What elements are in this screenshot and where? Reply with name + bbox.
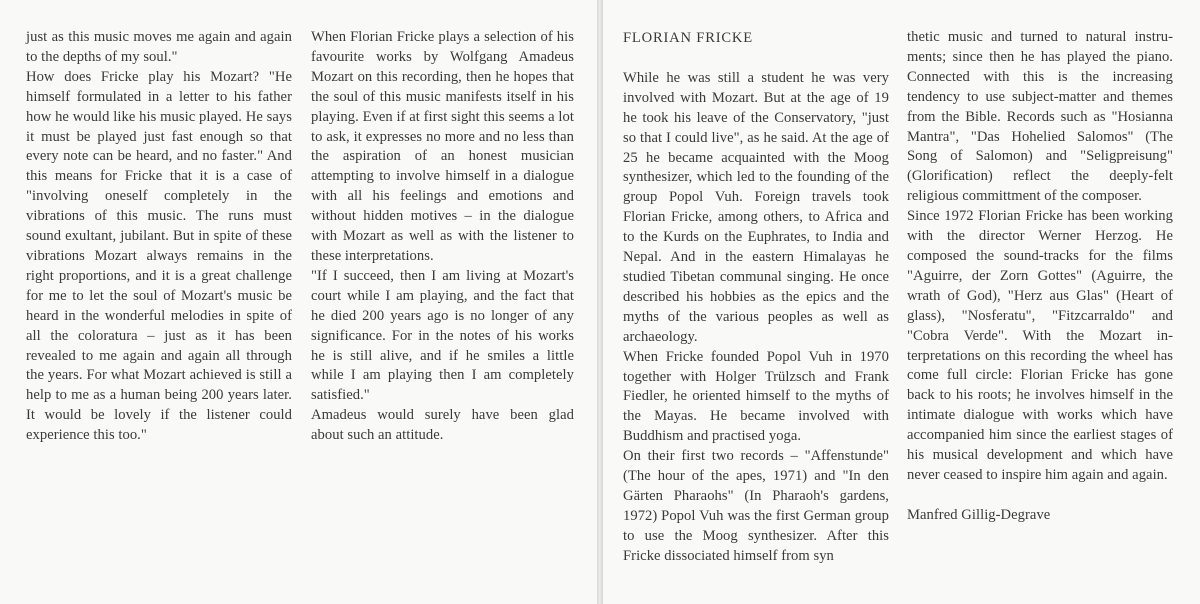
paragraph: just as this music moves me again and again to the depths of my soul." xyxy=(26,29,292,65)
paragraph: Since 1972 Florian Fricke has been working with the director Werner Herzog. He composed the sound-tracks for the films "Aguirre, der Zorn Gottes" (Aguirre, the wrath of God), "Herz aus Glas" (Heart of glass), "Nosferatu", "Fitzcarraldo" and "Cobra Verde". With the Mozart interpretations on this recording the wheel has come full circle: Florian Fricke has gone back to his roots; he involves himself in the intimate dialogue with works which have accompanied him since the earliest stages of his musical development and which have never ceased to inspire him again and again. xyxy=(907,208,1173,483)
paragraph: While he was still a student he was very involved with Mozart. But at the age of 19 he took his leave of the Conservatory, "just so that I could live", as he said. At the age of 25 he became acquainted with the Moog synthesizer, which led to the founding of the group Popol Vuh. Foreign travels took Florian Fricke, among others, to Africa and to the Kurds on the Euphrates, to India and Nepal. And in the eastern Himalayas he studied Tibetan communal singing. He once described his hobbies as the epics and the myths of the various peoples as well as archaeology. xyxy=(623,69,889,345)
left-page xyxy=(0,0,597,604)
column-4 xyxy=(907,28,1173,526)
author-signature: Manfred Gillig-Degrave xyxy=(907,506,1051,523)
paragraph: Amadeus would surely have been glad about such an attitude. xyxy=(311,407,574,444)
column-3 xyxy=(623,29,889,567)
section-heading: FLORIAN FRICKE xyxy=(623,30,753,46)
right-page xyxy=(603,0,1200,604)
paragraph: "If I succeed, then I am living at Mozart's court while I am playing, and the fact that he died 200 years ago is no longer of any significance. For in the notes of his works he is still alive, and if he smiles a little while I am playing then I am completely satisfied." xyxy=(311,267,574,404)
paragraph: When Florian Fricke plays a selection of his favourite works by Wolfgang Amadeus Mozart on this recording, then he hopes that the soul of this music manifests itself in his playing. Even if at first sight this seems a lot to ask, it expresses no more and no less than the aspiration of an honest musician attempting to involve himself in a dialogue with all his feelings and emotions and without hidden motives – in the dialogue with Mozart as well as with the listener to these interpretations. xyxy=(311,29,574,264)
paragraph: On their first two records – "Affenstunde" (The hour of the apes, 1971) and "In den Gärten Pharaohs" (In Pharaoh's gardens, 1972) Popol Vuh was the first German group to use the Moog synthesizer. After this Fricke dissociated himself from syn xyxy=(623,448,889,564)
paragraph: When Fricke founded Popol Vuh in 1970 together with Holger Trülzsch and Frank Fiedler, he oriented himself to the myths of the Mayas. He became involved with Buddhism and practised yoga. xyxy=(623,348,889,445)
paragraph: How does Fricke play his Mozart? "He himself formulated in a letter to his father how he would like his music played. He says it must be played just fast enough so that every note can be heard, and no faster." And this means for Fricke that it is a case of "involving oneself completely in the vibrations of this music. The runs must sound exultant, jubilant. But in spite of these vibrations Mozart always remains in the right proportions, and it is a great challenge for me to let the soul of Mozart's music be heard in the wonderful melodies in spite of all the coloratura – just as it has been revealed to me again and again all through the years. For what Mozart achieved is still a help to me as a human being 200 years later. It would be lovely if the listener could experience this too." xyxy=(26,68,292,444)
paragraph: thetic music and turned to natural instruments; since then he has played the piano. Connected with this is the increasing tendency to use subject-matter and themes from the Bible. Records such as "Hosianna Mantra", "Das Hohelied Salomos" (The Song of Salomon) and "Seligpreisung" (Glorification) reflect the deeply-felt religious committment of the composer. xyxy=(907,29,1173,205)
column-3-body xyxy=(623,69,889,567)
column-1 xyxy=(26,28,292,446)
column-2 xyxy=(311,28,574,446)
